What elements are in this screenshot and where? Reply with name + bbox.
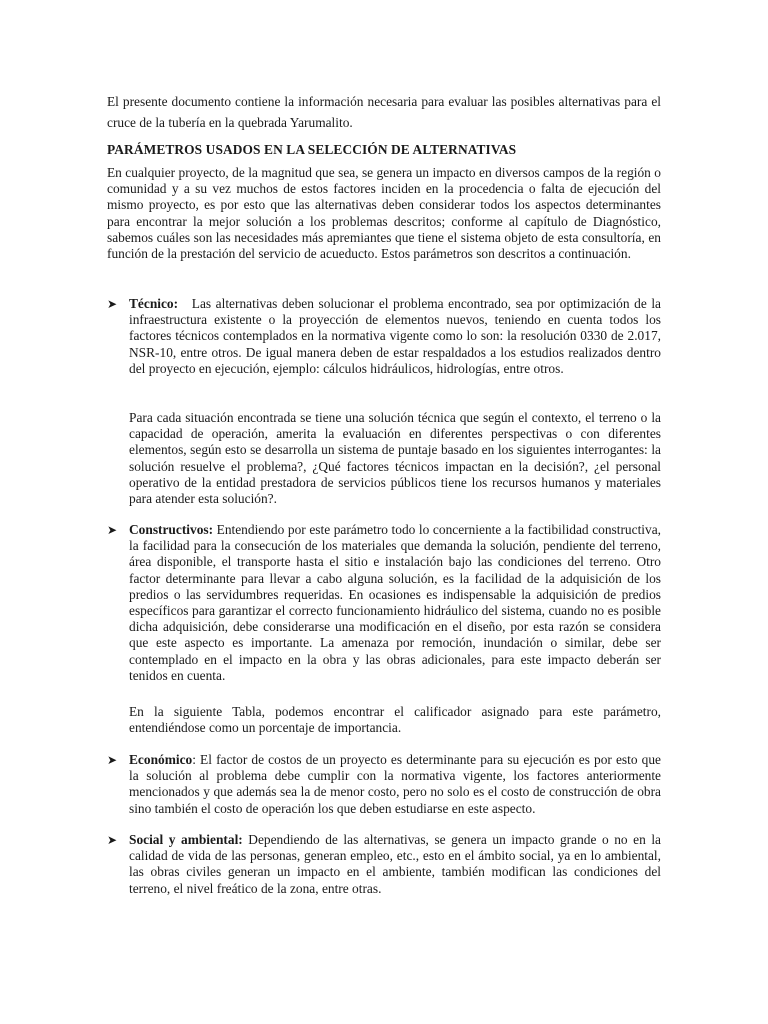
arrow-bullet-icon: ➤ (107, 833, 118, 847)
item-text-tecnico: Las alternativas deben solucionar el problema encontrado, sea por optimización de la infraestructura existente o la proyección de elementos nuevos, teniendo en cuenta todos los factores técnicos contemplados en la normativa vigente como lo son: la resolución 0330 de 2.017, NSR-10, entre otros. De igual manera deben de estar respaldados a los estudios realizados dentro del proyecto en ejecución, ejemplo: cálculos hidráulicos, hidrologías, entre otros. (129, 296, 661, 376)
item-term-constructivos: Constructivos: (129, 522, 214, 537)
item-follow-constructivos: En la siguiente Tabla, podemos encontrar el calificador asignado para este parámetro, entendiéndose como un porcentaje de importancia. (129, 704, 661, 736)
item-term-economico: Económico (129, 752, 193, 767)
item-body-economico (129, 752, 661, 817)
item-body-tecnico (129, 296, 661, 377)
arrow-bullet-icon: ➤ (107, 523, 118, 537)
item-text-economico: : El factor de costos de un proyecto es determinante para su ejecución es por esto que la solución al problema debe cumplir con la normativa vigente, los factores anteriormente mencionados y que además sea la de menor costo, pero no solo es el costo de construcción de obra sino también el costo de operación los que deben estudiarse en este aspecto. (129, 752, 661, 816)
section-heading: PARÁMETROS USADOS EN LA SELECCIÓN DE ALTERNATIVAS (107, 142, 517, 157)
intro-paragraph: El presente documento contiene la información necesaria para evaluar las posibles alternativas para el cruce de la tubería en la quebrada Yarumalito. (107, 94, 661, 130)
item-term-tecnico: Técnico: (129, 296, 179, 311)
item-term-social-ambiental: Social y ambiental: (129, 832, 243, 847)
main-paragraph: En cualquier proyecto, de la magnitud que sea, se genera un impacto en diversos campos de la región o comunidad y a su vez muchos de estos factores inciden en la procedencia o falta de ejecución del mismo proyecto, es por esto que las alternativas deben considerar todos los aspectos determinantes para encontrar la mejor solución a los problemas descritos; conforme al capítulo de Diagnóstico, sabemos cuáles son las necesidades más apremiantes que tiene el sistema objeto de esta consultoría, en función de la prestación del servicio de acueducto. Estos parámetros son descritos a continuación. (107, 165, 661, 262)
arrow-bullet-icon: ➤ (107, 753, 118, 767)
item-body-constructivos (129, 522, 661, 684)
item-text-constructivos: Entendiendo por este parámetro todo lo concerniente a la factibilidad constructiva, la facilidad para la consecución de los materiales que demanda la solución, pendiente del terreno, área disponible, el transporte hasta el sitio e instalación bajo las condiciones del terreno. Otro factor determinante para llevar a cabo alguna solución, es la facilidad de la adquisición de los predios o las servidumbres requeridas. En ocasiones es indispensable la adquisición de predios específicos para garantizar el correcto funcionamiento hidráulico del sistema, cuando no es posible dicha adquisición, debe considerarse una modificación en el diseño, por esta razón se considera que este aspecto es importante. La amenaza por remoción, inundación o similar, debe ser contemplado en el impacto en la obra y las obras adicionales, para este impacto deberán ser tenidos en cuenta. (129, 522, 661, 683)
arrow-bullet-icon: ➤ (107, 297, 118, 311)
item-follow-tecnico: Para cada situación encontrada se tiene una solución técnica que según el contexto, el terreno o la capacidad de operación, amerita la evaluación en diferentes perspectivas o con diferentes elementos, según esto se desarrolla un sistema de puntaje basado en los siguientes interrogantes: la solución resuelve el problema?, ¿Qué factores técnicos impactan en la decisión?, ¿el personal operativo de la entidad prestadora de servicios públicos tiene los recursos humanos y materiales para atender esta solución?. (129, 410, 661, 507)
item-text-social-ambiental: Dependiendo de las alternativas, se genera un impacto grande o no en la calidad de vida de las personas, generan empleo, etc., esto en el ámbito social, ya en lo ambiental, las obras civiles generan un impacto en el ambiente, también modifican las condiciones del terreno, el nivel freático de la zona, entre otras. (129, 832, 661, 896)
item-body-social-ambiental (129, 832, 661, 897)
